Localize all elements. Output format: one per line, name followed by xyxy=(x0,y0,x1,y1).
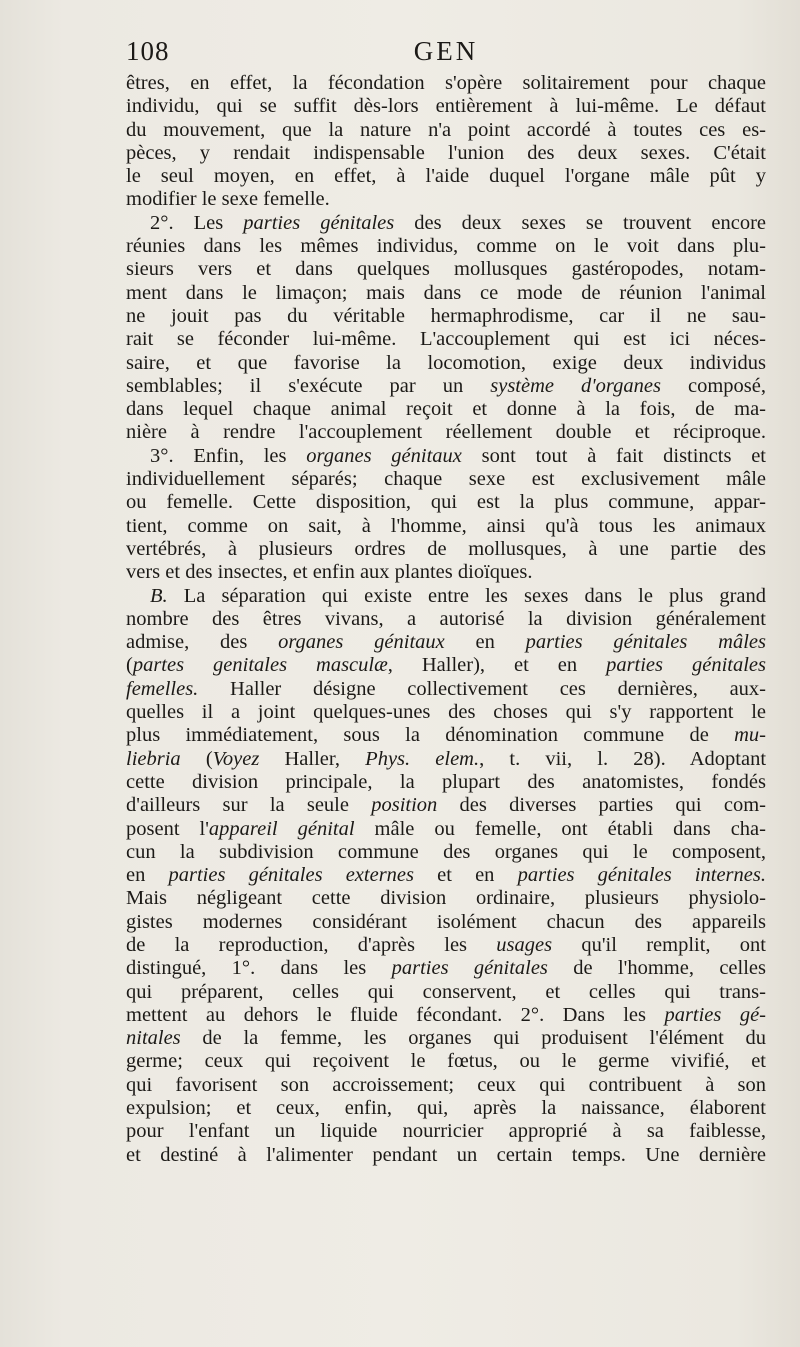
text-segment: distingué, 1°. dans les xyxy=(126,957,392,980)
text-line xyxy=(126,398,766,421)
text-segment: sont tout à fait distincts et xyxy=(461,444,766,467)
text-segment: qui préparent, celles qui conservent, et celles qui trans- xyxy=(126,980,766,1003)
text-segment: expulsion; et ceux, enfin, qui, après la naissance, élaborent xyxy=(126,1097,766,1120)
text-segment: de la reproduction, d'après les xyxy=(126,933,497,956)
italic-text: nitales xyxy=(126,1027,181,1050)
text-segment: ne jouit pas du véritable hermaphrodisme, car il ne sau- xyxy=(126,304,766,327)
text-line xyxy=(126,887,766,910)
text-segment: sieurs vers et dans quelques mollusques gastéropodes, notam- xyxy=(126,258,766,281)
italic-text: liebria xyxy=(126,747,181,770)
text-segment: Haller, xyxy=(259,747,366,770)
italic-text: partes genitales masculæ xyxy=(132,654,388,677)
italic-text: B. xyxy=(150,584,168,607)
text-segment: qu'il remplit, ont xyxy=(552,933,766,956)
text-segment: ( xyxy=(180,747,213,770)
text-segment: modifier le sexe femelle. xyxy=(126,188,330,211)
text-line xyxy=(126,678,766,701)
text-segment: en xyxy=(444,631,526,654)
text-segment: et en xyxy=(414,864,518,887)
italic-text: système d'organes xyxy=(490,374,661,397)
text-line xyxy=(126,491,766,514)
text-segment: nière à rendre l'accouplement réellement double et réciproque. xyxy=(126,421,766,444)
text-segment: de l'homme, celles xyxy=(547,957,766,980)
text-segment: 3°. Enfin, les xyxy=(150,444,307,467)
text-line xyxy=(126,1050,766,1073)
page-header xyxy=(126,36,766,70)
text-line xyxy=(126,95,766,118)
text-segment: réunies dans les mêmes individus, comme on le voit dans plu- xyxy=(126,235,766,258)
text-line xyxy=(126,352,766,375)
text-segment: qui favorisent son accroissement; ceux qui contribuent à son xyxy=(126,1073,766,1096)
text-segment: , t. vii, l. 28). Adoptant xyxy=(479,747,767,770)
italic-text: parties génitales xyxy=(606,654,766,677)
text-line xyxy=(126,654,766,677)
italic-text: organes génitaux xyxy=(306,444,462,467)
text-segment: rait se féconder lui-même. L'accouplement qui est ici néces- xyxy=(126,328,766,351)
text-line xyxy=(126,1120,766,1143)
text-segment: pour l'enfant un liquide nourricier approprié à sa faiblesse, xyxy=(126,1120,766,1143)
text-line xyxy=(126,375,766,398)
text-segment: germe; ceux qui reçoivent le fœtus, ou le germe vivifié, et xyxy=(126,1050,766,1073)
text-line xyxy=(126,934,766,957)
italic-text: parties gé- xyxy=(664,1003,766,1026)
text-segment: le seul moyen, en effet, à l'aide duquel l'organe mâle pût y xyxy=(126,165,766,188)
text-segment: posent l' xyxy=(126,817,209,840)
text-segment: des deux sexes se trouvent encore xyxy=(394,211,766,234)
text-segment: de la femme, les organes qui produisent l'élément du xyxy=(180,1027,766,1050)
text-line xyxy=(126,258,766,281)
text-line xyxy=(126,1027,766,1050)
text-segment: individu, qui se suffit dès-lors entièrement à lui-même. Le défaut xyxy=(126,95,766,118)
italic-text: usages xyxy=(496,933,553,956)
italic-text: parties génitales externes xyxy=(168,864,415,887)
text-line xyxy=(126,212,766,235)
text-segment: nombre des êtres vivans, a autorisé la division généralement xyxy=(126,607,766,630)
text-segment: ment dans le limaçon; mais dans ce mode de réunion l'animal xyxy=(126,281,766,304)
text-segment: ( xyxy=(126,654,133,677)
text-line xyxy=(126,701,766,724)
text-segment: ou femelle. Cette disposition, qui est la plus commune, appar- xyxy=(126,491,766,514)
italic-text: Phys. elem. xyxy=(365,747,480,770)
italic-text: parties génitales xyxy=(243,211,395,234)
text-line xyxy=(126,841,766,864)
text-line xyxy=(126,421,766,444)
text-segment: mâle ou femelle, ont établi dans cha- xyxy=(354,817,766,840)
text-line xyxy=(126,561,766,584)
text-segment: vers et des insectes, et enfin aux plantes dioïques. xyxy=(126,561,533,584)
text-line xyxy=(126,188,766,211)
text-line xyxy=(126,282,766,305)
text-line xyxy=(126,142,766,165)
body-text xyxy=(126,72,766,1167)
text-line xyxy=(126,957,766,980)
text-line xyxy=(126,328,766,351)
text-segment: tient, comme on sait, à l'homme, ainsi qu'à tous les animaux xyxy=(126,514,766,537)
page-number: 108 xyxy=(126,36,170,66)
text-line xyxy=(126,771,766,794)
text-segment: saire, et que favorise la locomotion, exige deux individus xyxy=(126,351,766,374)
italic-text: parties génitales xyxy=(391,957,548,980)
text-line xyxy=(126,468,766,491)
text-line xyxy=(126,818,766,841)
text-segment: admise, des xyxy=(126,631,279,654)
text-segment: semblables; il s'exécute par un xyxy=(126,374,491,397)
text-line xyxy=(126,305,766,328)
running-head: GEN xyxy=(413,36,479,66)
text-segment: du mouvement, que la nature n'a point accordé à toutes ces es- xyxy=(126,118,766,141)
text-line xyxy=(126,119,766,142)
text-line xyxy=(126,72,766,95)
text-line xyxy=(126,515,766,538)
text-segment: Mais négligeant cette division ordinaire, plusieurs physiolo- xyxy=(126,887,766,910)
text-segment: en xyxy=(126,864,169,887)
italic-text: position xyxy=(371,794,438,817)
text-segment: d'ailleurs sur la seule xyxy=(126,794,372,817)
text-segment: vertébrés, à plusieurs ordres de mollusques, à une partie des xyxy=(126,537,766,560)
text-line xyxy=(126,981,766,1004)
text-segment: La séparation qui existe entre les sexes dans le plus grand xyxy=(167,584,766,607)
text-segment: des diverses parties qui com- xyxy=(437,794,766,817)
text-segment: quelles il a joint quelques-unes des choses qui s'y rapportent le xyxy=(126,701,766,724)
text-segment: 2°. Les xyxy=(150,211,244,234)
text-segment: dans lequel chaque animal reçoit et donne à la fois, de ma- xyxy=(126,398,766,421)
italic-text: organes génitaux xyxy=(278,631,445,654)
text-line xyxy=(126,235,766,258)
text-line xyxy=(126,165,766,188)
text-segment: êtres, en effet, la fécondation s'opère solitairement pour chaque xyxy=(126,72,766,94)
text-segment: Haller désigne collectivement ces dernières, aux- xyxy=(198,677,766,700)
italic-text: femelles. xyxy=(126,677,199,700)
text-line xyxy=(126,794,766,817)
text-segment: individuellement séparés; chaque sexe est exclusivement mâle xyxy=(126,468,766,491)
text-segment: cun la subdivision commune des organes qui le composent, xyxy=(126,840,766,863)
text-line xyxy=(126,1097,766,1120)
text-segment: composé, xyxy=(660,374,766,397)
text-line xyxy=(126,724,766,747)
italic-text: Voyez xyxy=(212,747,260,770)
text-segment: cette division principale, la plupart des anatomistes, fondés xyxy=(126,770,766,793)
text-line xyxy=(126,585,766,608)
text-line xyxy=(126,1074,766,1097)
text-line xyxy=(126,1144,766,1167)
text-segment: gistes modernes considérant isolément chacun des appareils xyxy=(126,910,766,933)
text-line xyxy=(126,911,766,934)
italic-text: mu- xyxy=(734,724,766,747)
text-segment: mettent au dehors le fluide fécondant. 2°. Dans les xyxy=(126,1003,665,1026)
text-line xyxy=(126,445,766,468)
italic-text: parties génitales internes. xyxy=(517,864,766,887)
italic-text: appareil génital xyxy=(208,817,355,840)
text-line xyxy=(126,748,766,771)
text-segment: et destiné à l'alimenter pendant un certain temps. Une dernière xyxy=(126,1143,766,1166)
text-line xyxy=(126,608,766,631)
text-segment: , Haller), et en xyxy=(387,654,607,677)
text-line xyxy=(126,538,766,561)
text-line xyxy=(126,864,766,887)
text-line xyxy=(126,631,766,654)
text-line xyxy=(126,1004,766,1027)
italic-text: parties génitales mâles xyxy=(525,631,766,654)
text-segment: pèces, y rendait indispensable l'union des deux sexes. C'était xyxy=(126,141,766,164)
text-segment: plus immédiatement, sous la dénomination commune de xyxy=(126,724,735,747)
